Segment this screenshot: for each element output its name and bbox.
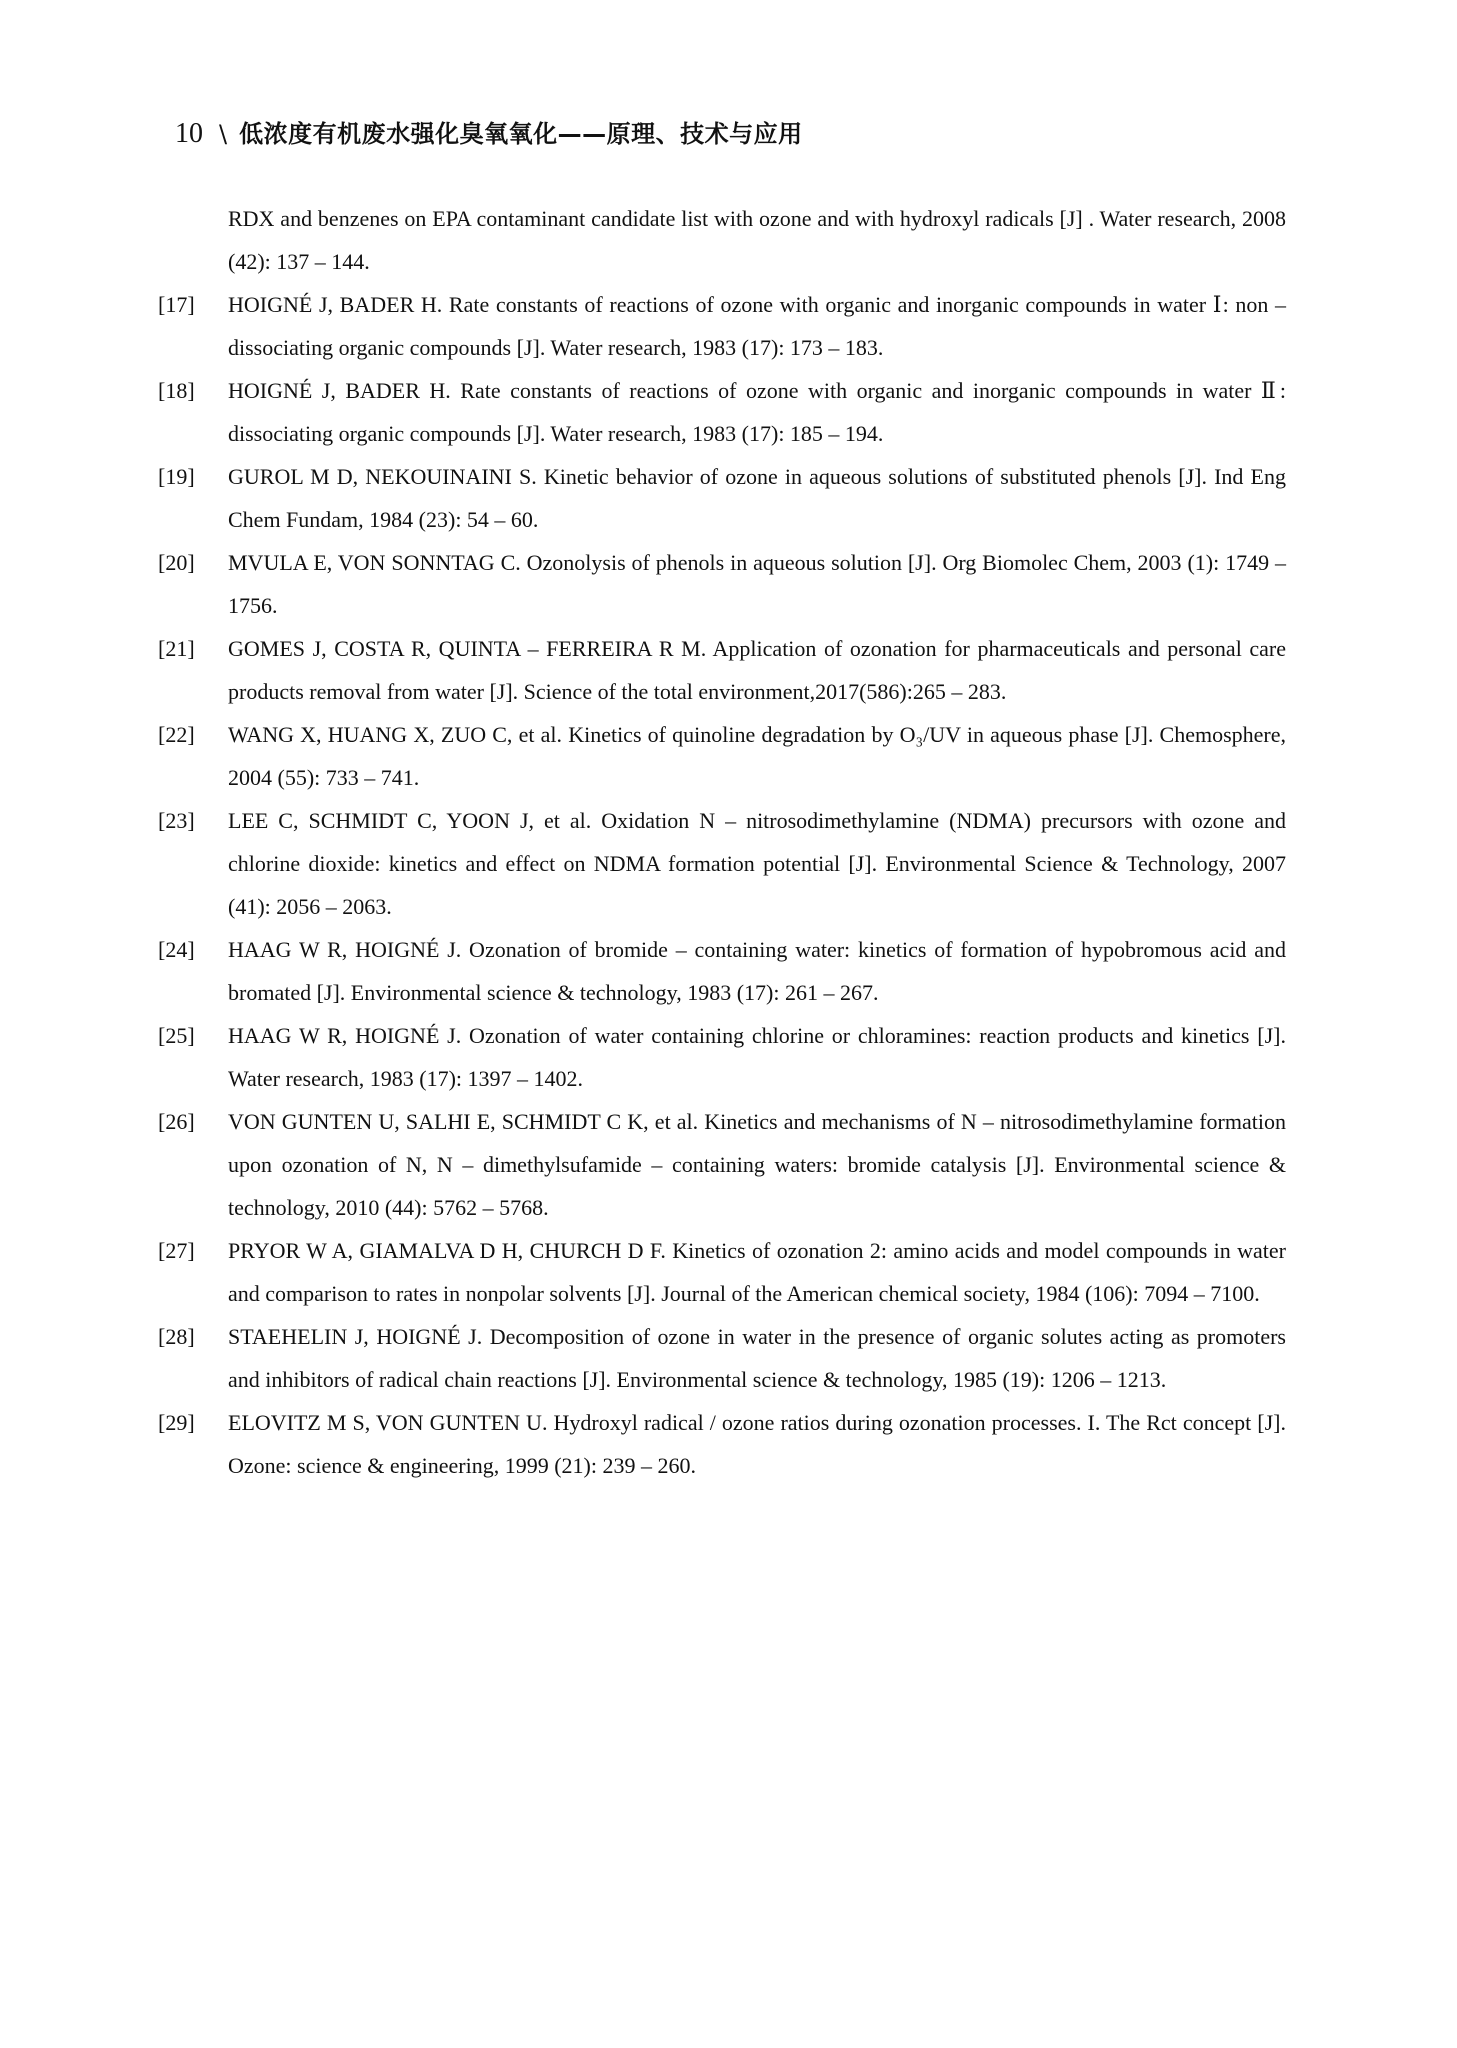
reference-number: [17] [158, 292, 195, 317]
reference-number: [18] [158, 378, 195, 403]
reference-entry [158, 713, 1286, 799]
reference-number: [21] [158, 636, 195, 661]
reference-text: RDX and benzenes on EPA contaminant candidate list with ozone and with hydroxyl radicals [J] . Water research, 2008 (42): 137 – 144. [228, 206, 1286, 274]
reference-number: [22] [158, 722, 195, 747]
reference-text: HOIGNÉ J, BADER H. Rate constants of reactions of ozone with organic and inorganic compounds in water Ⅱ: dissociating organic compounds [J]. Water research, 1983 (17): 185 – 194. [228, 378, 1286, 446]
reference-number: [24] [158, 937, 195, 962]
reference-text: ELOVITZ M S, VON GUNTEN U. Hydroxyl radical / ozone ratios during ozonation processes. I. The Rct concept [J]. Ozone: science & engineering, 1999 (21): 239 – 260. [228, 1410, 1286, 1478]
reference-entry [158, 799, 1286, 928]
reference-number: [28] [158, 1324, 195, 1349]
reference-entry [158, 1229, 1286, 1315]
reference-number: [23] [158, 808, 195, 833]
reference-entry [158, 541, 1286, 627]
reference-entry [158, 928, 1286, 1014]
reference-text: VON GUNTEN U, SALHI E, SCHMIDT C K, et al. Kinetics and mechanisms of N – nitrosodimethylamine formation upon ozonation of N, N – dimethylsufamide – containing waters: bromide catalysis [J]. Environmental science & technology, 2010 (44): 5762 – 5768. [228, 1109, 1286, 1220]
reference-entry [158, 283, 1286, 369]
reference-text: GUROL M D, NEKOUINAINI S. Kinetic behavior of ozone in aqueous solutions of substituted phenols [J]. Ind Eng Chem Fundam, 1984 (23): 54 – 60. [228, 464, 1286, 532]
reference-entry-continued [158, 197, 1286, 283]
reference-number: [25] [158, 1023, 195, 1048]
reference-entry [158, 1014, 1286, 1100]
reference-entry [158, 1315, 1286, 1401]
reference-number: [27] [158, 1238, 195, 1263]
reference-text: MVULA E, VON SONNTAG C. Ozonolysis of phenols in aqueous solution [J]. Org Biomolec Chem, 2003 (1): 1749 – 1756. [228, 550, 1286, 618]
reference-entry [158, 627, 1286, 713]
reference-number: [19] [158, 464, 195, 489]
running-header [175, 114, 803, 154]
reference-entry [158, 455, 1286, 541]
reference-number: [29] [158, 1410, 195, 1435]
reference-entry [158, 369, 1286, 455]
header-separator: \ [219, 120, 228, 148]
reference-entry [158, 1401, 1286, 1487]
reference-number: [26] [158, 1109, 195, 1134]
book-title: 低浓度有机废水强化臭氧氧化——原理、技术与应用 [239, 120, 803, 148]
reference-text: STAEHELIN J, HOIGNÉ J. Decomposition of ozone in water in the presence of organic solutes acting as promoters and inhibitors of radical chain reactions [J]. Environmental science & technology, 1985 (19): 1206 – 1213. [228, 1324, 1286, 1392]
reference-text: GOMES J, COSTA R, QUINTA – FERREIRA R M. Application of ozonation for pharmaceuticals and personal care products removal from water [J]. Science of the total environment,2017(586):265 – 283. [228, 636, 1286, 704]
page-number: 10 [175, 118, 203, 149]
reference-text: LEE C, SCHMIDT C, YOON J, et al. Oxidation N – nitrosodimethylamine (NDMA) precursors with ozone and chlorine dioxide: kinetics and effect on NDMA formation potential [J]. Environmental Science & Technology, 2007 (41): 2056 – 2063. [228, 808, 1286, 919]
reference-entry [158, 1100, 1286, 1229]
reference-text: PRYOR W A, GIAMALVA D H, CHURCH D F. Kinetics of ozonation 2: amino acids and model compounds in water and comparison to rates in nonpolar solvents [J]. Journal of the American chemical society, 1984 (106): 7094 – 7100. [228, 1238, 1286, 1306]
reference-text: WANG X, HUANG X, ZUO C, et al. Kinetics of quinoline degradation by O₃/UV in aqueous phase [J]. Chemosphere, 2004 (55): 733 – 741. [228, 722, 1286, 790]
reference-number: [20] [158, 550, 195, 575]
reference-text: HAAG W R, HOIGNÉ J. Ozonation of water containing chlorine or chloramines: reaction products and kinetics [J]. Water research, 1983 (17): 1397 – 1402. [228, 1023, 1286, 1091]
reference-text: HOIGNÉ J, BADER H. Rate constants of reactions of ozone with organic and inorganic compounds in water Ⅰ: non – dissociating organic compounds [J]. Water research, 1983 (17): 173 – 183. [228, 292, 1286, 360]
reference-text: HAAG W R, HOIGNÉ J. Ozonation of bromide – containing water: kinetics of formation of hypobromous acid and bromated [J]. Environmental science & technology, 1983 (17): 261 – 267. [228, 937, 1286, 1005]
reference-list [158, 197, 1286, 1487]
